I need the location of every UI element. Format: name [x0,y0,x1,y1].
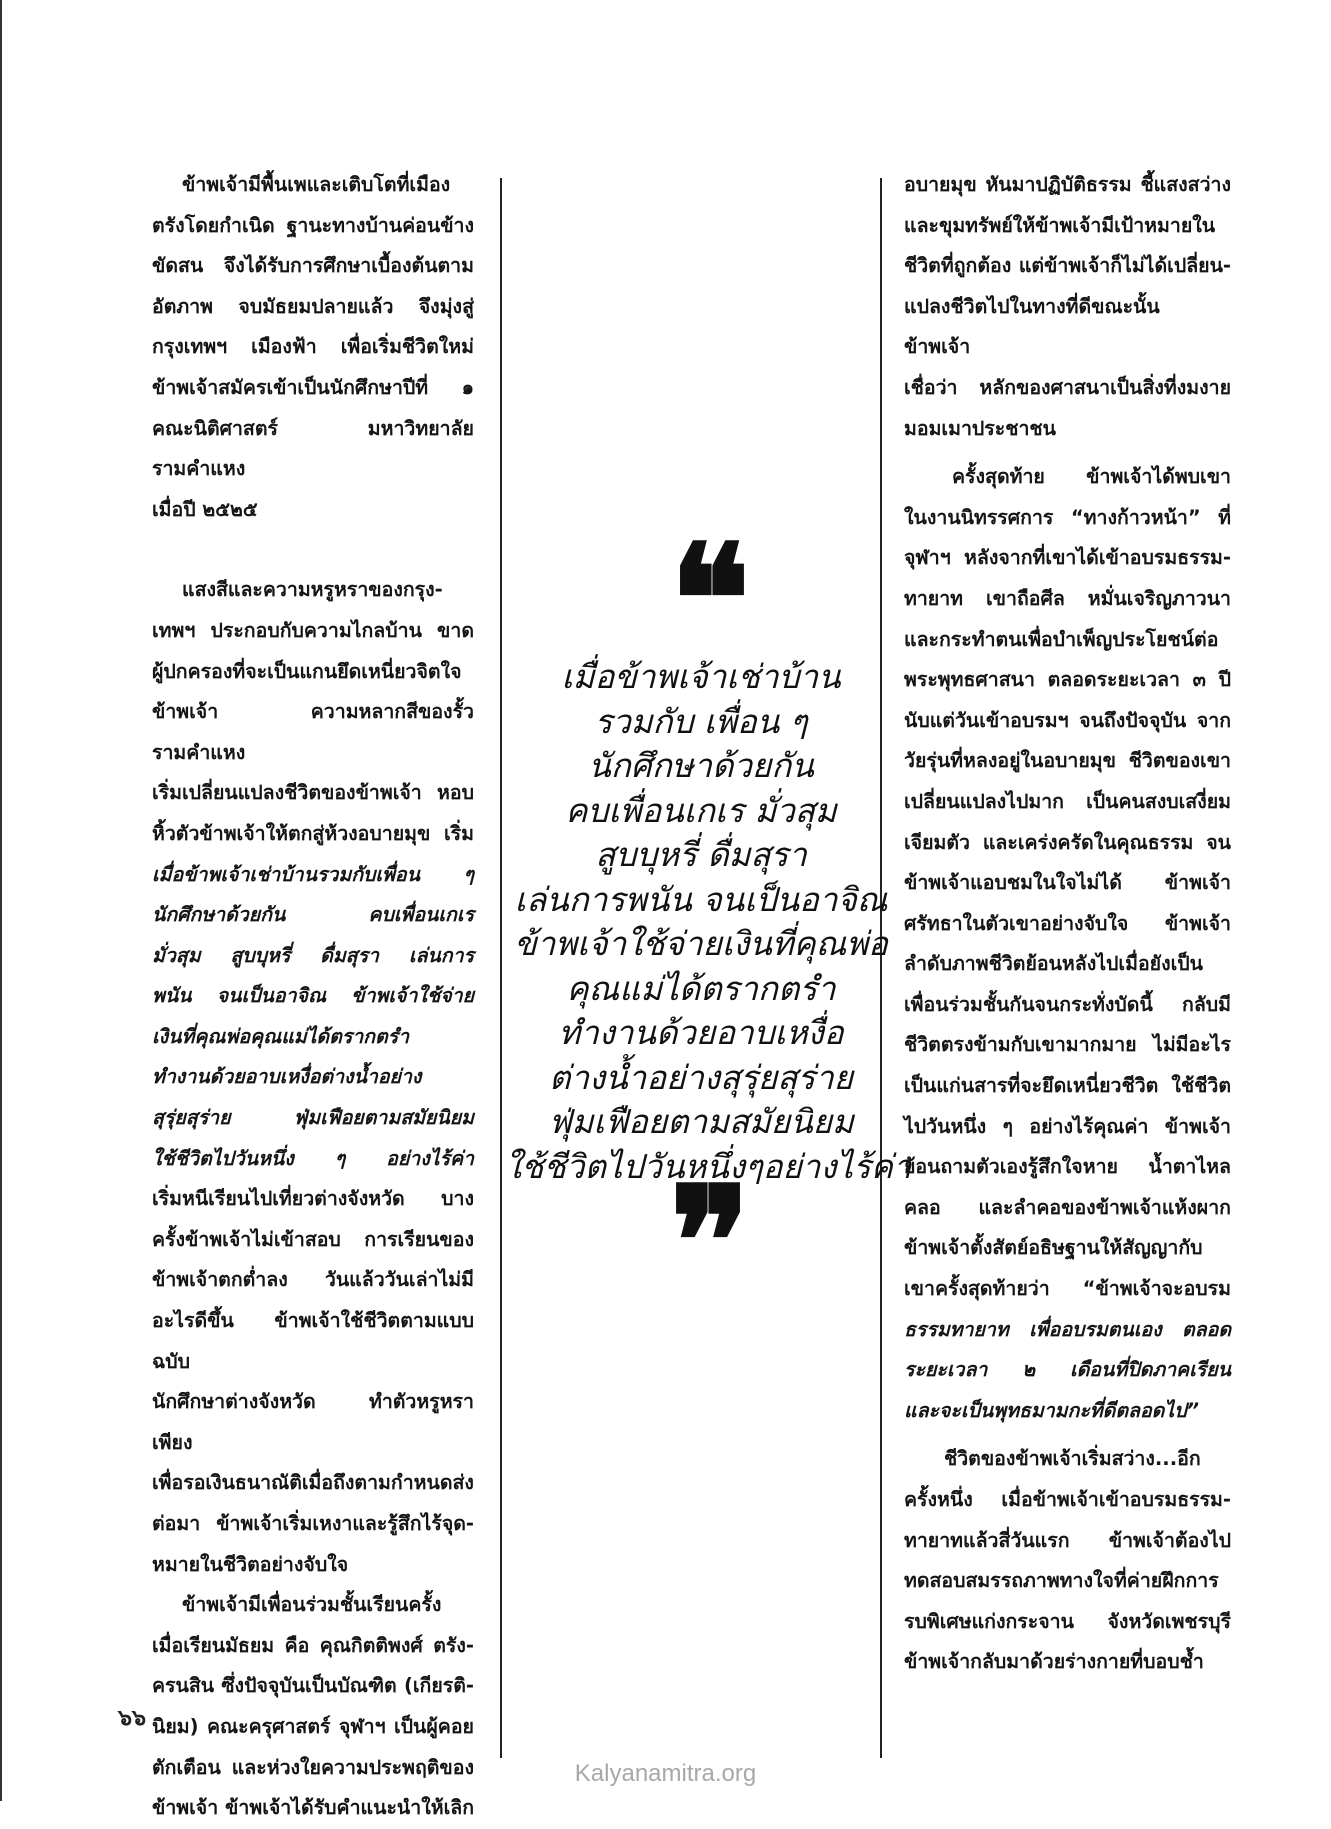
text-line: ชีวิตตรงข้ามกับเขามากมาย ไม่มีอะไร [904,1033,1231,1057]
pull-quote-line: เล่นการพนัน จนเป็นอาจิณ [514,879,888,919]
text-line: เงินที่คุณพ่อคุณแม่ได้ตรากตรำ [152,1024,410,1048]
pull-quote-line: นักศึกษาด้วยกัน [588,746,814,785]
text-line: ครั้งข้าพเจ้าไม่เข้าสอบ การเรียนของ [152,1227,474,1251]
pull-quote-line: เมื่อข้าพเจ้าเช่าบ้าน [561,657,841,696]
text-line: เมื่อเรียนมัธยม คือ คุณกิตติพงศ์ ตรัง- [152,1633,474,1657]
page-edge-line [0,0,2,1801]
text-line: เชื่อว่า หลักของศาสนาเป็นสิ่งที่งมงาย [904,375,1231,399]
text-line: เพื่อนร่วมชั้นกันจนกระทั่งบัดนี้ กลับมี [904,992,1231,1016]
text-line: เทพฯ ประกอบกับความไกลบ้าน ขาด [152,618,474,642]
text-line: ทายาท เขาถือศีล หมั่นเจริญภาวนา [904,586,1231,610]
text-line: ข้าพเจ้าแอบชมในใจไม่ได้ ข้าพเจ้า [904,871,1231,895]
right-text-column [904,165,1231,1683]
text-line: อบายมุข หันมาปฏิบัติธรรม ชี้แสงสว่าง [904,173,1231,196]
text-line: รบพิเศษแก่งกระจาน จังหวัดเพชรบุรี [904,1609,1231,1633]
text-line: คณะนิติศาสตร์ มหาวิทยาลัยรามคำแหง [152,416,474,481]
text-line: นักศึกษาต่างจังหวัด ทำตัวหรูหรา เพียง [152,1390,474,1454]
text-line: ระยะเวลา ๒ เดือนที่ปิดภาคเรียน [904,1358,1231,1382]
text-line: มั่วสุม สูบบุหรี่ ดื่มสุรา เล่นการ [152,943,474,967]
text-line: และจะเป็นพุทธมามกะที่ดีตลอดไป” [904,1398,1200,1422]
text-line: ทดสอบสมรรถภาพทางใจที่ค่ายฝึกการ [904,1569,1219,1593]
text-line: อะไรดีขึ้น ข้าพเจ้าใช้ชีวิตตามแบบฉบับ [152,1309,474,1373]
text-line: ข้าพเจ้าตั้งสัตย์อธิษฐานให้สัญญากับ [904,1236,1203,1260]
text-line: ข้าพเจ้ากลับมาด้วยร่างกายที่บอบช้ำ [904,1650,1204,1674]
text-line: ทำงานด้วยอาบเหงื่อต่างน้ำอย่าง [152,1065,422,1089]
text-line: ครั้งหนึ่ง เมื่อข้าพเจ้าเข้าอบรมธรรม- [904,1488,1231,1511]
text-line: มอมเมาประชาชน [904,416,1056,440]
pull-quote-line: ใช้ชีวิตไปวันหนึ่งๆอย่างไร้ค่า [505,1146,912,1186]
text-line: เปลี่ยนแปลงไปมาก เป็นคนสงบเสงี่ยม [904,789,1231,813]
text-line: ข้าพเจ้า ความหลากสีของรั้วรามคำแหง [152,700,474,764]
text-line: แปลงชีวิตไปในทางที่ดีขณะนั้น ข้าพเจ้า [904,294,1160,359]
text-line: ในงานนิทรรศการ “ทางก้าวหน้า” ที่ [904,505,1231,529]
pull-quote-line: ทำงานด้วยอาบเหงื่อ [558,1013,844,1052]
text-line: เขาครั้งสุดท้ายว่า “ข้าพเจ้าจะอบรม [904,1277,1231,1301]
text-line: สุรุ่ยสุร่าย ฟุ่มเฟือยตามสมัยนิยม [152,1106,474,1130]
text-line: ทายาทแล้วสี่วันแรก ข้าพเจ้าต้องไป [904,1528,1231,1552]
text-line: หมายในชีวิตอย่างจับใจ [152,1552,349,1576]
text-line: ชีวิตที่ถูกต้อง แต่ข้าพเจ้าก็ไม่ได้เปลี่ยน- [904,254,1231,278]
text-line: และกระทำตนเพื่อบำเพ็ญประโยชน์ต่อ [904,627,1219,651]
column-divider-left [500,178,502,1758]
pull-quote-line: รวมกับ เพื่อน ๆ [594,701,808,741]
text-line: ตรังโดยกำเนิด ฐานะทางบ้านค่อนข้าง [152,213,474,237]
text-line: แสงสีและความหรูหราของกรุง- [182,578,443,602]
text-line: เริ่มหนีเรียนไปเที่ยวต่างจังหวัด บาง [152,1187,474,1211]
text-line: ใช้ชีวิตไปวันหนึ่ง ๆ อย่างไร้ค่า [152,1146,474,1170]
text-line: พระพุทธศาสนา ตลอดระยะเวลา ๓ ปี [904,668,1231,692]
pull-quote-line: ข้าพเจ้าใช้จ่ายเงินที่คุณพ่อ [514,924,888,963]
text-line: และขุมทรัพย์ให้ข้าพเจ้ามีเป้าหมายใน [904,213,1216,237]
text-line: ศรัทธาในตัวเขาอย่างจับใจ ข้าพเจ้า [904,911,1231,935]
pull-quote-line: คุณแม่ได้ตรากตรำ [566,968,836,1008]
text-line: ลำดับภาพชีวิตย้อนหลังไปเมื่อยังเป็น [904,952,1203,976]
text-line: ย้อนถามตัวเองรู้สึกใจหาย น้ำตาไหล [904,1155,1231,1179]
pull-quote-line: สูบบุหรี่ ดื่มสุรา [595,835,807,874]
text-line: เป็นแก่นสารที่จะยึดเหนี่ยวชีวิต ใช้ชีวิต [904,1074,1231,1098]
text-line: ครนสิน ซึ่งปัจจุบันเป็นบัณฑิต (เกียรติ- [152,1674,474,1698]
text-line: ครั้งสุดท้าย ข้าพเจ้าได้พบเขา [952,465,1231,489]
text-line: ตักเตือน และห่วงใยความประพฤติของ [152,1755,474,1779]
text-line: ข้าพเจ้า ข้าพเจ้าได้รับคำแนะนำให้เลิก [152,1796,474,1820]
text-line: ชีวิตของข้าพเจ้าเริ่มสว่าง...อีก [944,1447,1201,1471]
text-line: จุฬาฯ หลังจากที่เขาได้เข้าอบรมธรรม- [904,546,1231,570]
open-quote-mark: ❝ [669,512,733,688]
watermark: Kalyanamitra.org [574,1760,757,1787]
text-line: ต่อมา ข้าพเจ้าเริ่มเหงาและรู้สึกไร้จุด- [152,1512,474,1535]
text-line: ขัดสน จึงได้รับการศึกษาเบื้องต้นตาม [152,254,474,278]
text-line: เจียมตัว และเคร่งครัดในคุณธรรม จน [904,830,1231,854]
text-line: นับแต่วันเข้าอบรมฯ จนถึงปัจจุบัน จาก [904,708,1231,732]
text-line: อัตภาพ จบมัธยมปลายแล้ว จึงมุ่งสู่ [152,294,474,318]
text-line: ข้าพเจ้าตกต่ำลง วันแล้ววันเล่าไม่มี [152,1268,474,1292]
text-line: ข้าพเจ้าสมัครเข้าเป็นนักศึกษาปีที่ ๑ [152,375,474,399]
left-text-column [152,165,474,1829]
pull-quote-line: คบเพื่อนเกเร มั่วสุม [565,790,837,830]
pull-quote-line: ฟุ่มเฟือยตามสมัยนิยม [548,1102,854,1141]
pull-quote-line: ต่างน้ำอย่างสุรุ่ยสุร่าย [549,1057,853,1097]
text-line: ธรรมทายาท เพื่ออบรมตนเอง ตลอด [904,1317,1231,1341]
pull-quote [505,512,912,1330]
text-line: พนัน จนเป็นอาจิณ ข้าพเจ้าใช้จ่าย [152,984,474,1008]
text-line: คลอ และลำคอของข้าพเจ้าแห้งผาก [904,1195,1231,1219]
text-line: หิ้วตัวข้าพเจ้าให้ตกสู่ห้วงอบายมุข เริ่ม [152,821,474,845]
text-line: ไปวันหนึ่ง ๆ อย่างไร้คุณค่า ข้าพเจ้า [904,1114,1231,1138]
text-line: เพื่อรอเงินธนาณัติเมื่อถึงตามกำหนดส่ง [152,1471,474,1495]
text-line: ข้าพเจ้ามีเพื่อนร่วมชั้นเรียนครั้ง [182,1593,442,1617]
text-line: กรุงเทพฯ เมืองฟ้า เพื่อเริ่มชีวิตใหม่ [152,335,474,359]
text-line: นิยม) คณะครุศาสตร์ จุฬาฯ เป็นผู้คอย [152,1714,474,1738]
text-line: วัยรุ่นที่หลงอยู่ในอบายมุข ชีวิตของเขา [904,749,1231,773]
text-line: ข้าพเจ้ามีพื้นเพและเติบโตที่เมือง [182,173,451,196]
text-line: เมื่อปี ๒๕๒๕ [152,497,258,521]
text-line: ผู้ปกครองที่จะเป็นแกนยึดเหนี่ยวจิตใจ [152,659,462,683]
text-line: นักศึกษาด้วยกัน คบเพื่อนเกเร [152,903,474,927]
text-line: เมื่อข้าพเจ้าเช่าบ้านรวมกับเพื่อน ๆ [152,862,474,886]
text-line: เริ่มเปลี่ยนแปลงชีวิตของข้าพเจ้า หอบ [152,781,474,805]
close-quote-mark: ❞ [669,1154,733,1330]
page-number: ๖๖ [118,1706,146,1731]
